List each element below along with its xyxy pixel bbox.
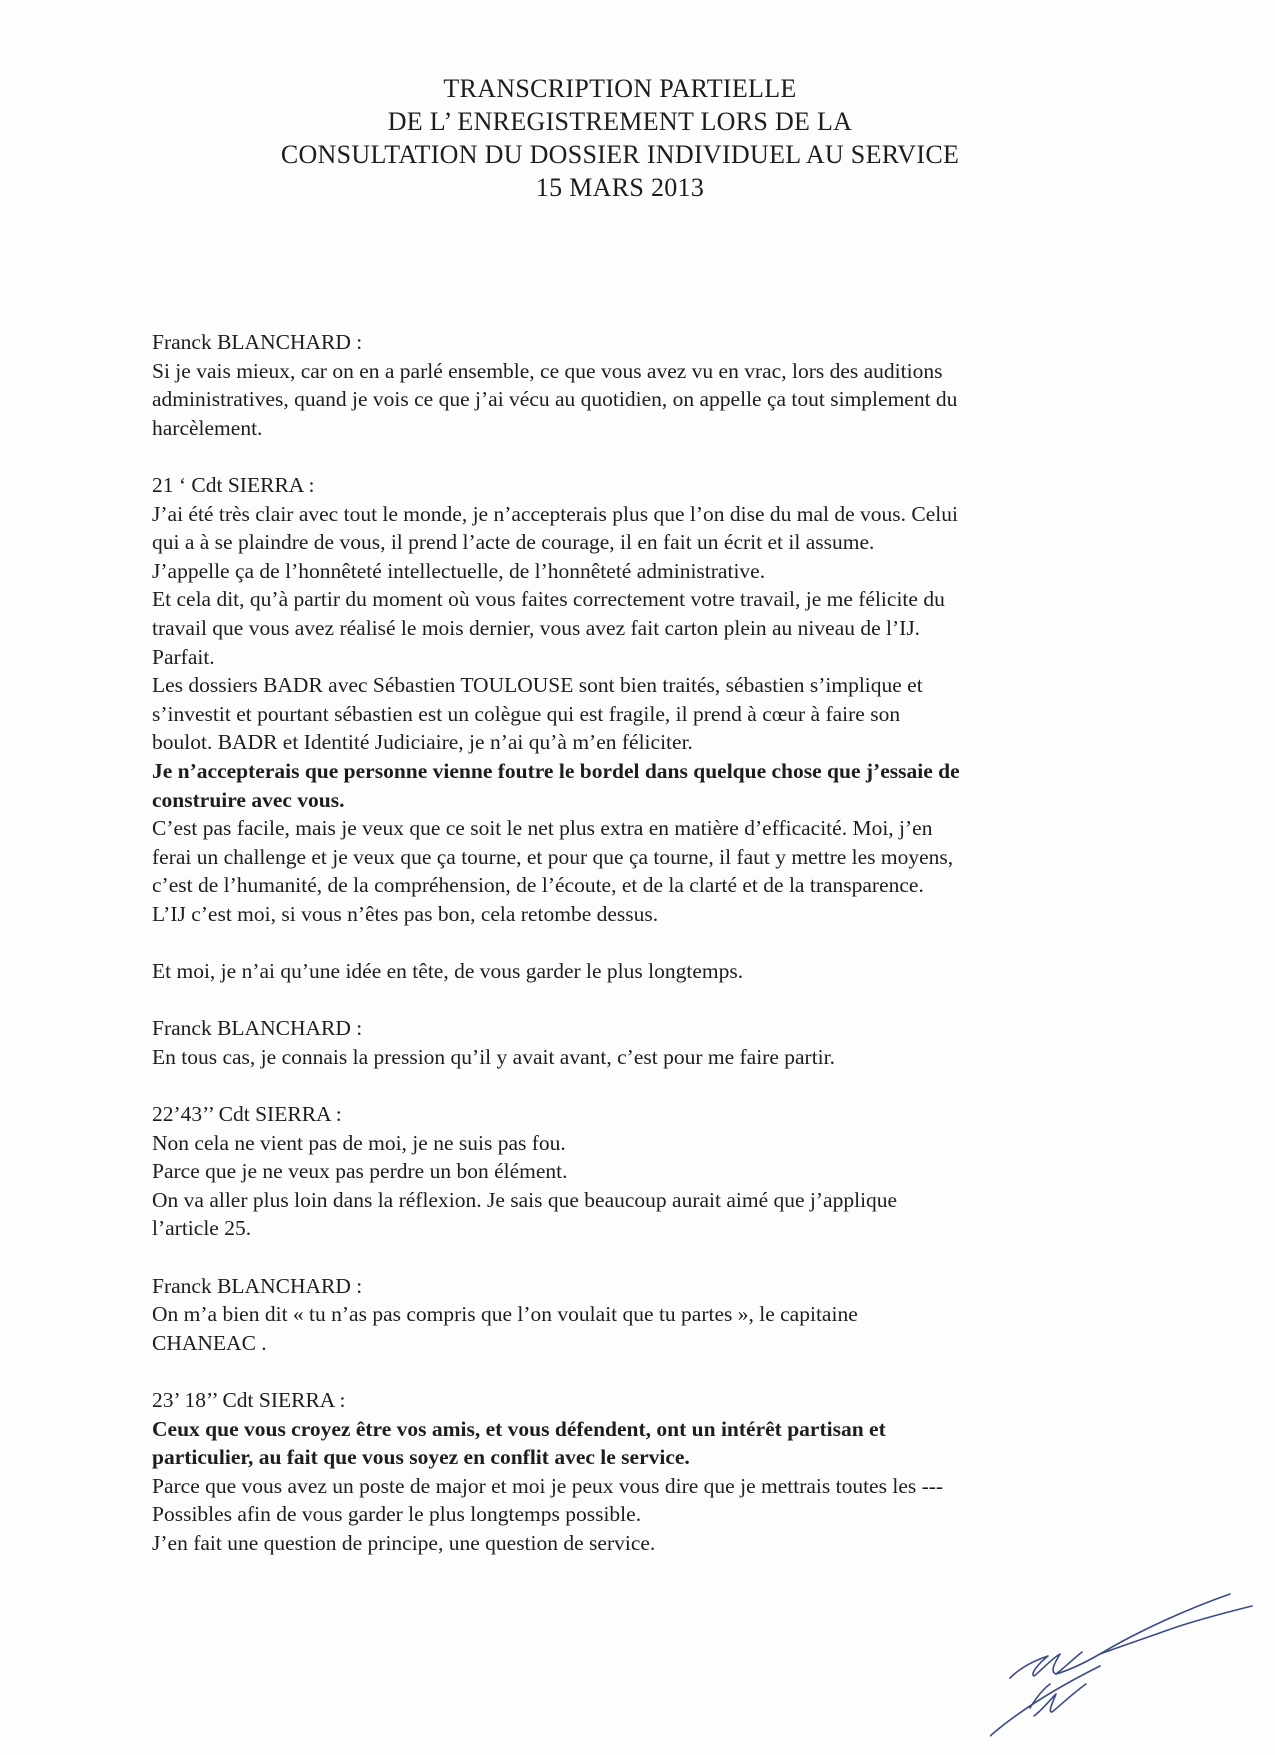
speaker-label: 21 ‘ Cdt SIERRA : (152, 472, 315, 497)
transcript-line: J’ai été très clair avec tout le monde, je n’accepterais plus que l’on dise du mal de vous. Celui (152, 501, 958, 526)
speaker-label: Franck BLANCHARD : (152, 330, 363, 354)
transcript-line: Et moi, je n’ai qu’une idée en tête, de vous garder le plus longtemps. (152, 959, 744, 984)
speaker-label: Franck BLANCHARD : (152, 1016, 363, 1041)
transcript-line: Parce que je ne veux pas perdre un bon élément. (152, 1159, 568, 1184)
emphasized-line: particulier, au fait que vous soyez en conflit avec le service. (152, 1445, 690, 1470)
transcript-line: Parce que vous avez un poste de major et moi je peux vous dire que je mettrais toutes les --- (152, 1473, 944, 1498)
emphasized-line: construire avec vous. (152, 787, 345, 812)
transcript-line: L’IJ c’est moi, si vous n’êtes pas bon, cela retombe dessus. (152, 901, 659, 926)
speaker-label: 22’43’’ Cdt SIERRA : (152, 1102, 342, 1127)
transcript-block (152, 1014, 1102, 1071)
transcript-line: Non cela ne vient pas de moi, je ne suis pas fou. (152, 1130, 566, 1155)
transcript-block (152, 328, 1102, 442)
emphasized-line: Ceux que vous croyez être vos amis, et vous défendent, ont un intérêt partisan et (152, 1416, 886, 1441)
title-line-1: TRANSCRIPTION PARTIELLE (443, 74, 797, 103)
speaker-label: 23’ 18’’ Cdt SIERRA : (152, 1387, 346, 1412)
transcript-line: J’en fait une question de principe, une question de service. (152, 1530, 656, 1555)
transcript-line: J’appelle ça de l’honnêteté intellectuelle, de l’honnêteté administrative. (152, 558, 766, 583)
emphasized-line: Je n’accepterais que personne vienne foutre le bordel dans quelque chose que j’essaie de (152, 758, 960, 783)
transcript-block (152, 1100, 1102, 1243)
title-line-3: CONSULTATION DU DOSSIER INDIVIDUEL AU SERVICE (280, 140, 960, 169)
transcript-line: s’investit et pourtant sébastien est un colègue qui est fragile, il prend à cœur à faire son (152, 701, 901, 726)
transcript-line: Et cela dit, qu’à partir du moment où vous faites correctement votre travail, je me félicite du (152, 587, 945, 612)
title-line-2: DE L’ ENREGISTREMENT LORS DE LA (387, 107, 853, 136)
transcript-line: En tous cas, je connais la pression qu’il y avait avant, c’est pour me faire partir. (152, 1044, 836, 1069)
transcript-block (152, 957, 1102, 986)
transcript-block (152, 471, 1102, 929)
transcript-line: C’est pas facile, mais je veux que ce soit le net plus extra en matière d’efficacité. Moi, j’en (152, 816, 933, 841)
title-date: 15 MARS 2013 (535, 173, 705, 202)
speaker-label: Franck BLANCHARD : (152, 1273, 363, 1298)
transcript-body (152, 328, 1102, 1586)
transcript-line: c’est de l’humanité, de la compréhension, de l’écoute, et de la clarté et de la transparence. (152, 873, 924, 898)
transcript-line: On m’a bien dit « tu n’as pas compris que l’on voulait que tu partes », le capitaine (152, 1302, 858, 1327)
transcript-line: Les dossiers BADR avec Sébastien TOULOUSE sont bien traités, sébastien s’implique et (152, 673, 923, 698)
transcript-line: qui a à se plaindre de vous, il prend l’acte de courage, il en fait un écrit et il assume. (152, 530, 875, 555)
transcript-line: harcèlement. (152, 415, 263, 440)
transcript-line: On va aller plus loin dans la réflexion. Je sais que beaucoup aurait aimé que j’applique (152, 1187, 898, 1212)
transcript-line: Parfait. (152, 644, 215, 669)
transcript-line: Si je vais mieux, car on en a parlé ensemble, ce que vous avez vu en vrac, lors des auditions (152, 358, 943, 383)
transcript-line: CHANEAC . (152, 1330, 267, 1355)
transcript-line: boulot. BADR et Identité Judiciaire, je n’ai qu’à m’en féliciter. (152, 730, 693, 755)
transcript-block (152, 1272, 1102, 1358)
transcript-line: Possibles afin de vous garder le plus longtemps possible. (152, 1502, 642, 1527)
transcript-block (152, 1386, 1102, 1558)
handwritten-signature-icon (990, 1590, 1260, 1740)
transcript-line: administratives, quand je vois ce que j’ai vécu au quotidien, on appelle ça tout simplement du (152, 387, 958, 412)
document-title (0, 72, 1240, 204)
transcript-line: l’article 25. (152, 1216, 252, 1241)
transcript-line: ferai un challenge et je veux que ça tourne, et pour que ça tourne, il faut y mettre les moyens, (152, 844, 954, 869)
transcript-line: travail que vous avez réalisé le mois dernier, vous avez fait carton plein au niveau de l’IJ. (152, 615, 921, 640)
